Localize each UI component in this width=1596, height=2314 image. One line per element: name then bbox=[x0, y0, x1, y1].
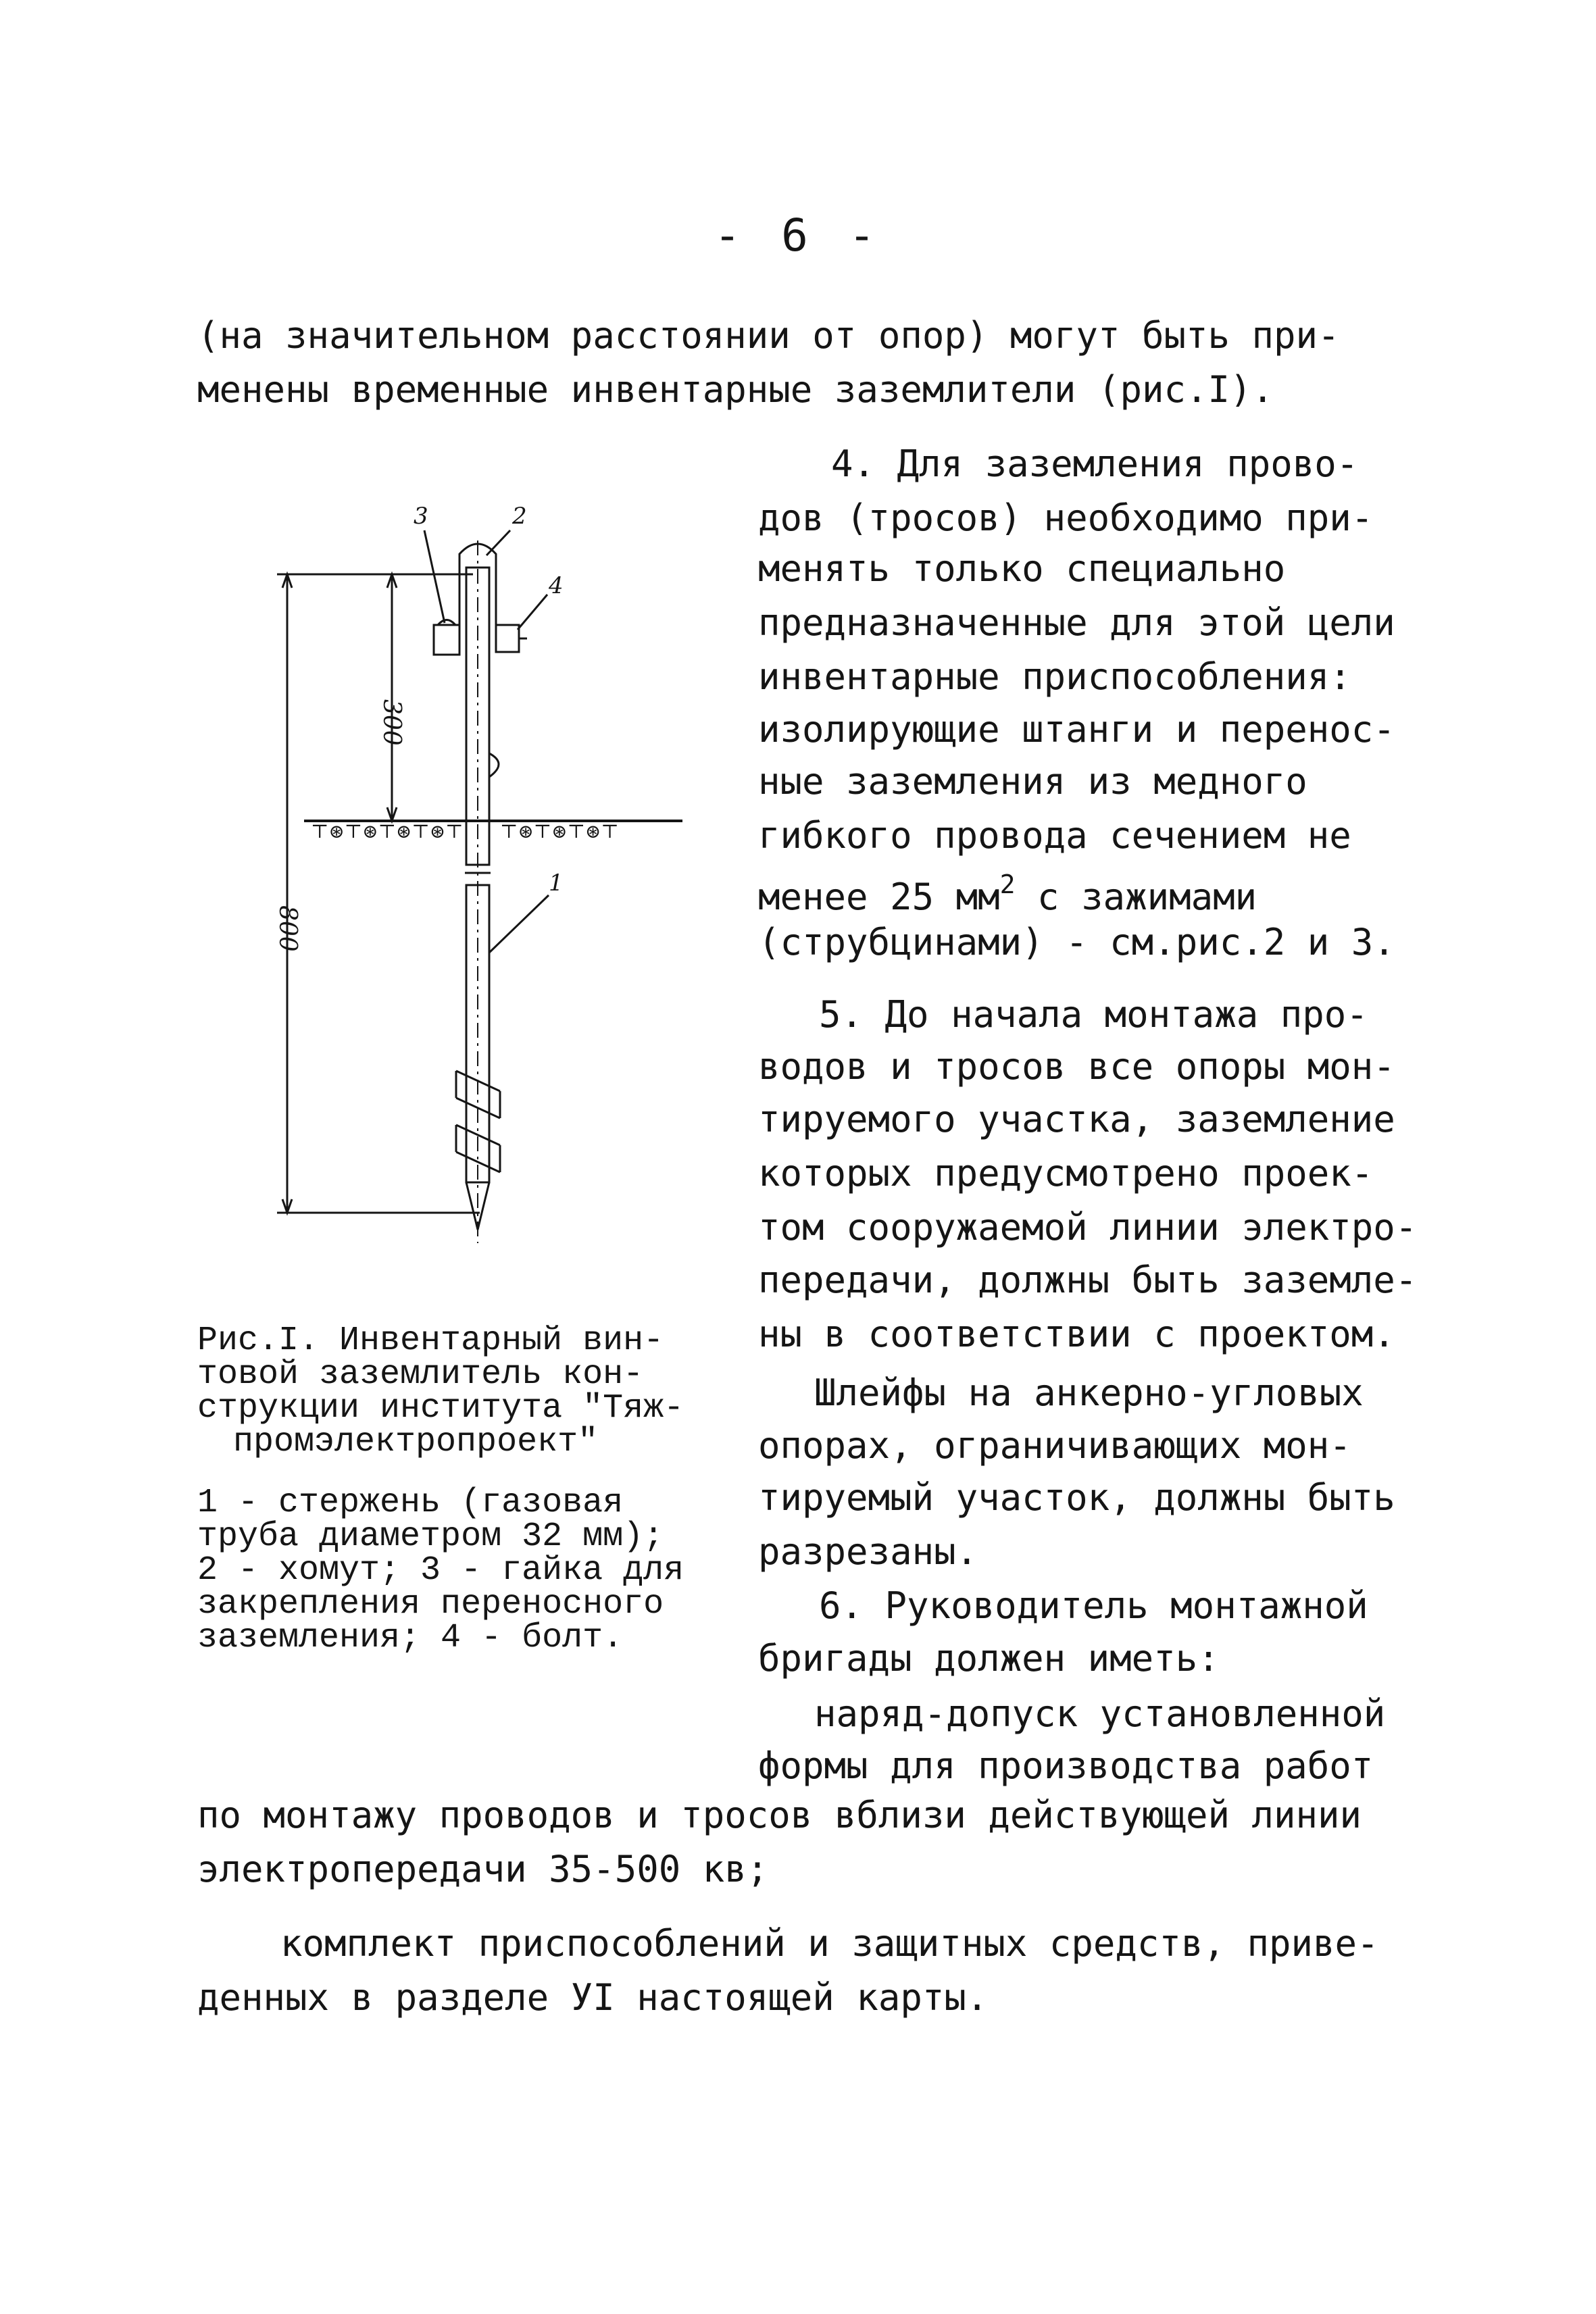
section6-line-3: наряд-допуск установленной bbox=[814, 1692, 1386, 1735]
shleify-line-3: тируемый участок, должны быть bbox=[758, 1476, 1395, 1519]
section4-line-3: менять только специально bbox=[758, 547, 1286, 590]
section4-line-6: изолирующие штанги и перенос- bbox=[758, 708, 1395, 751]
section6-line-1: 6. Руководитель монтажной bbox=[819, 1584, 1368, 1627]
section4-unit-pre: менее 25 мм bbox=[758, 876, 1000, 918]
dim-300-label: 300 bbox=[378, 699, 405, 746]
section4-line-4: предназначенные для этой цели bbox=[758, 601, 1395, 644]
section6-line-2: бригады должен иметь: bbox=[758, 1637, 1220, 1680]
callout-1: 1 bbox=[549, 870, 564, 897]
full-line-1: по монтажу проводов и тросов вблизи действующей линии bbox=[197, 1794, 1362, 1836]
soil-hatching bbox=[311, 820, 619, 842]
figure-caption-line-1: Рис.I. Инвентарный вин- bbox=[197, 1322, 664, 1360]
page-number: - 6 - bbox=[714, 209, 882, 261]
shleify-line-2: опорах, ограничивающих мон- bbox=[758, 1424, 1351, 1467]
intro-line-1: (на значительном расстоянии от опор) могут быть при- bbox=[197, 314, 1340, 357]
intro-line-2: менены временные инвентарные заземлители (рис.I). bbox=[197, 368, 1274, 411]
section5-line-4: которых предусмотрено проек- bbox=[758, 1152, 1374, 1194]
section5-line-2: водов и тросов все опоры мон- bbox=[758, 1045, 1395, 1088]
svg-text:⊤⊛⊤⊛⊤⊛⊤: ⊤⊛⊤⊛⊤⊛⊤ bbox=[500, 820, 619, 842]
section4-line-2: дов (тросов) необходимо при- bbox=[758, 497, 1374, 539]
leader-3 bbox=[424, 530, 445, 623]
figure-caption-line-3: струкции института "Тяж- bbox=[197, 1389, 684, 1428]
shleify-line-4: разрезаны. bbox=[758, 1530, 978, 1573]
callout-2: 2 bbox=[512, 503, 527, 530]
shleify-line-1: Шлейфы на анкерно-угловых bbox=[814, 1372, 1364, 1414]
closing-line-1: комплект приспособлений и защитных средств, приве- bbox=[280, 1922, 1379, 1965]
section4-unit-post: с зажимами bbox=[1015, 876, 1257, 918]
figure-legend-line-2: труба диаметром 32 мм); bbox=[197, 1517, 664, 1556]
section4-line-10: (струбцинами) - см.рис.2 и 3. bbox=[758, 921, 1395, 963]
section5-line-1: 5. До начала монтажа про- bbox=[819, 993, 1368, 1036]
leader-2 bbox=[487, 530, 510, 555]
callout-4: 4 bbox=[549, 572, 564, 599]
figure-legend-line-4: закрепления переносного bbox=[197, 1585, 664, 1624]
figure-caption-line-4: промэлектропроект" bbox=[233, 1423, 599, 1461]
figure-caption-line-2: товой заземлитель кон- bbox=[197, 1355, 644, 1394]
bolt bbox=[496, 625, 519, 652]
section5-line-5: том сооружаемой линии электро- bbox=[758, 1206, 1418, 1249]
nut bbox=[434, 625, 459, 655]
leader-4 bbox=[518, 595, 547, 630]
figure-legend-line-3: 2 - хомут; 3 - гайка для bbox=[197, 1551, 684, 1590]
section4-unit-sup: 2 bbox=[999, 870, 1016, 899]
figure-legend-line-5: заземления; 4 - болт. bbox=[197, 1619, 624, 1657]
callout-3: 3 bbox=[414, 503, 428, 530]
figure-legend-line-1: 1 - стержень (газовая bbox=[197, 1484, 624, 1522]
leader-1 bbox=[489, 895, 549, 953]
rod-ring bbox=[489, 753, 499, 777]
section4-line-1: 4. Для заземления прово- bbox=[831, 443, 1359, 485]
full-line-2: электропередачи 35-500 кв; bbox=[197, 1848, 769, 1890]
section4-line-7: ные заземления из медного bbox=[758, 760, 1307, 803]
section6-line-4: формы для производства работ bbox=[758, 1744, 1374, 1787]
dim-800-label: 800 bbox=[274, 905, 301, 952]
section5-line-7: ны в соответствии с проектом. bbox=[758, 1313, 1395, 1355]
section5-line-6: передачи, должны быть заземле- bbox=[758, 1259, 1418, 1301]
section5-line-3: тируемого участка, заземление bbox=[758, 1098, 1395, 1140]
closing-line-2: денных в разделе УI настоящей карты. bbox=[197, 1976, 989, 2019]
section4-line-9 bbox=[758, 870, 1257, 918]
earthing-rod-drawing bbox=[257, 480, 730, 1250]
section4-line-5: инвентарные приспособления: bbox=[758, 655, 1351, 698]
section4-line-8: гибкого провода сечением не bbox=[758, 814, 1351, 857]
svg-text:⊤⊛⊤⊛⊤⊛⊤⊛⊤: ⊤⊛⊤⊛⊤⊛⊤⊛⊤ bbox=[311, 820, 464, 842]
